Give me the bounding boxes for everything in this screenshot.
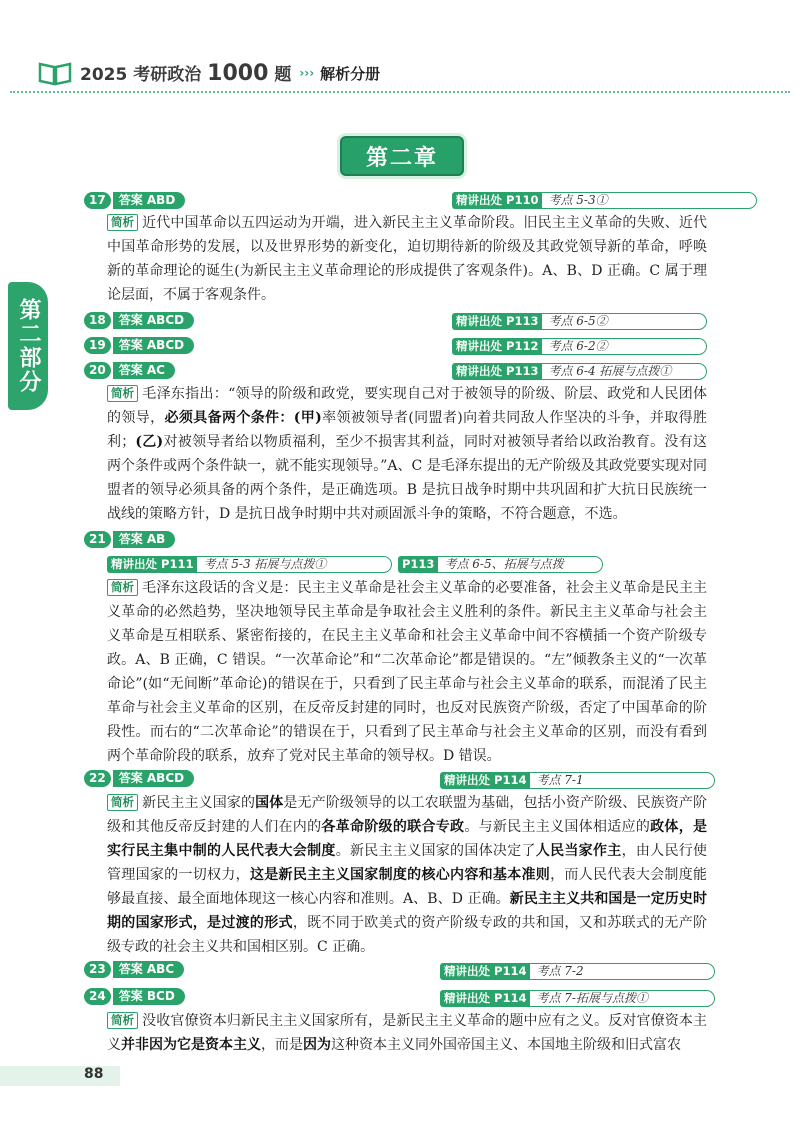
question-21-header	[84, 530, 175, 548]
question-17-analysis: 简析 近代中国革命以五四运动为开端，进入新民主主义革命阶段。旧民主主义革命的失败、近代中国革命形势的发展，以及世界形势的新变化，迫切期待新的阶级及其政党领导新的革命，呼唤新的革命理论的诞生(为新民主主义革命理论的形成提供了客观条件)。A、B、D 正确。C 属于理论层面，不属于客观条件。	[107, 215, 707, 303]
reference-label: 精讲出处 P112	[452, 338, 542, 355]
knowledge-point: 考点 7-1	[530, 772, 715, 789]
answer-badge: 答案 BCD	[113, 988, 185, 1005]
answer-badge: 答案 AC	[113, 362, 175, 379]
analysis-tag: 简析	[107, 1012, 138, 1029]
header-divider	[10, 91, 790, 93]
knowledge-point: 考点 5-3 拓展与点拨①	[197, 556, 392, 573]
question-21-reference-2	[398, 556, 603, 573]
answer-badge: 答案 ABCD	[113, 337, 194, 354]
knowledge-point: 考点 6-2②	[542, 338, 707, 355]
knowledge-point: 考点 6-4 拓展与点拨①	[542, 363, 707, 380]
question-20-header	[84, 361, 175, 379]
analysis-tag: 简析	[107, 385, 138, 402]
question-number: 17	[84, 192, 111, 209]
book-subtitle: 解析分册	[320, 64, 381, 83]
question-24-reference	[440, 990, 715, 1007]
question-22-analysis: 简析 新民主主义国家的国体是无产阶级领导的以工农联盟为基础，包括小资产阶级、民族资产阶级和其他反帝反封建的人们在内的各革命阶级的联合专政。与新民主主义国体相适应的政体，是实行民主集中制的人民代表大会制度。新民主主义国家的国体决定了人民当家作主，由人民行使管理国家的一切权力，这是新民主主义国家制度的核心内容和基本准则，而人民代表大会制度能够最直接、最全面地体现这一核心内容和准则。A、B、D 正确。新民主主义共和国是一定历史时期的国家形式，是过渡的形式，既不同于欧美式的资产阶级专政的共和国，又和苏联式的无产阶级专政的社会主义共和国相区别。C 正确。	[107, 795, 708, 955]
answer-badge: 答案 AB	[113, 531, 176, 548]
reference-label: 精讲出处 P113	[452, 363, 542, 380]
knowledge-point: 考点 6-5、拓展与点拨	[438, 556, 603, 573]
question-17-reference	[452, 192, 757, 209]
question-21-analysis: 简析 毛泽东这段话的含义是：民主主义革命是社会主义革命的必要准备，社会主义革命是民主主义革命的必然趋势，坚决地领导民主革命是争取社会主义胜利的条件。新民主主义革命与社会主义革命是互相联系、紧密衔接的，在民主主义革命和社会主义革命中间不容横插一个资产阶级专政。A、B 正确，C 错误。“一次革命论”和“二次革命论”都是错误的。“左”倾教条主义的“一次革命论”(如“无间断”革命论)的错误在于，只看到了民主革命与社会主义革命的联系，而混淆了民主革命与社会主义革命的区别，在反帝反封建的同时，也反对民族资产阶级，否定了中国革命的阶段性。而右的“二次革命论”的错误在于，只看到了民主革命与社会主义革命的区别，而没有看到两个革命阶段的联系，放弃了党对民主革命的领导权。D 错误。	[107, 580, 707, 764]
side-section-tab: 第二部分	[8, 282, 48, 410]
reference-label: 精讲出处 P114	[440, 963, 530, 980]
question-number: 19	[84, 337, 111, 354]
reference-label: 精讲出处 P114	[440, 990, 530, 1007]
question-23-reference	[440, 963, 715, 980]
reference-label: 精讲出处 P110	[452, 192, 542, 209]
question-number: 22	[84, 770, 111, 787]
answer-badge: 答案 ABCD	[113, 312, 194, 329]
question-20-analysis: 简析 毛泽东指出：“领导的阶级和政党，要实现自己对于被领导的阶级、阶层、政党和人民团体的领导，必须具备两个条件：(甲)率领被领导者(同盟者)向着共同敌人作坚决的斗争，并取得胜利；(乙)对被领导者给以物质福利，至少不损害其利益，同时对被领导者给以政治教育。没有这两个条件或两个条件缺一，就不能实现领导。”A、C 是毛泽东提出的无产阶级及其政党要实现对同盟者的领导必须具备的两个条件，是正确选项。B 是抗日战争时期中共巩固和扩大抗日民族统一战线的策略方针，D 是抗日战争时期中共对顽固派斗争的策略，不符合题意，不选。	[107, 386, 708, 522]
question-23-header	[84, 960, 184, 978]
answer-badge: 答案 ABD	[113, 192, 186, 209]
page-header	[38, 58, 380, 88]
question-number: 21	[84, 531, 111, 548]
question-21-reference	[107, 556, 392, 573]
book-icon	[38, 60, 72, 86]
reference-label: 精讲出处 P111	[107, 556, 197, 573]
chapter-title: 第二章	[340, 136, 464, 176]
analysis-tag: 简析	[107, 214, 138, 231]
reference-page: P113	[398, 556, 438, 573]
question-17-header	[84, 191, 185, 209]
question-number: 23	[84, 961, 111, 978]
knowledge-point: 考点 7-拓展与点拨①	[530, 990, 715, 1007]
answer-badge: 答案 ABC	[113, 961, 184, 978]
book-title: 2025 考研政治 1000 题	[80, 61, 292, 86]
knowledge-point: 考点 5-3①	[542, 192, 757, 209]
answer-badge: 答案 ABCD	[113, 770, 194, 787]
knowledge-point: 考点 7-2	[530, 963, 715, 980]
question-19-reference	[452, 338, 707, 355]
arrows-icon: ›››	[299, 66, 315, 80]
analysis-tag: 简析	[107, 579, 138, 596]
reference-label: 精讲出处 P113	[452, 313, 542, 330]
question-18-reference	[452, 313, 707, 330]
question-18-header	[84, 311, 194, 329]
question-24-header	[84, 987, 185, 1005]
question-number: 18	[84, 312, 111, 329]
question-22-reference	[440, 772, 715, 789]
page-number: 88	[84, 1066, 104, 1082]
knowledge-point: 考点 6-5②	[542, 313, 707, 330]
reference-label: 精讲出处 P114	[440, 772, 530, 789]
question-22-header	[84, 769, 194, 787]
question-20-reference	[452, 363, 707, 380]
question-number: 20	[84, 362, 111, 379]
analysis-tag: 简析	[107, 794, 138, 811]
question-number: 24	[84, 988, 111, 1005]
question-19-header	[84, 336, 194, 354]
question-24-analysis: 简析 没收官僚资本归新民主主义国家所有，是新民主主义革命的题中应有之义。反对官僚资本主义并非因为它是资本主义，而是因为这种资本主义同外国帝国主义、本国地主阶级和旧式富农	[107, 1013, 707, 1053]
